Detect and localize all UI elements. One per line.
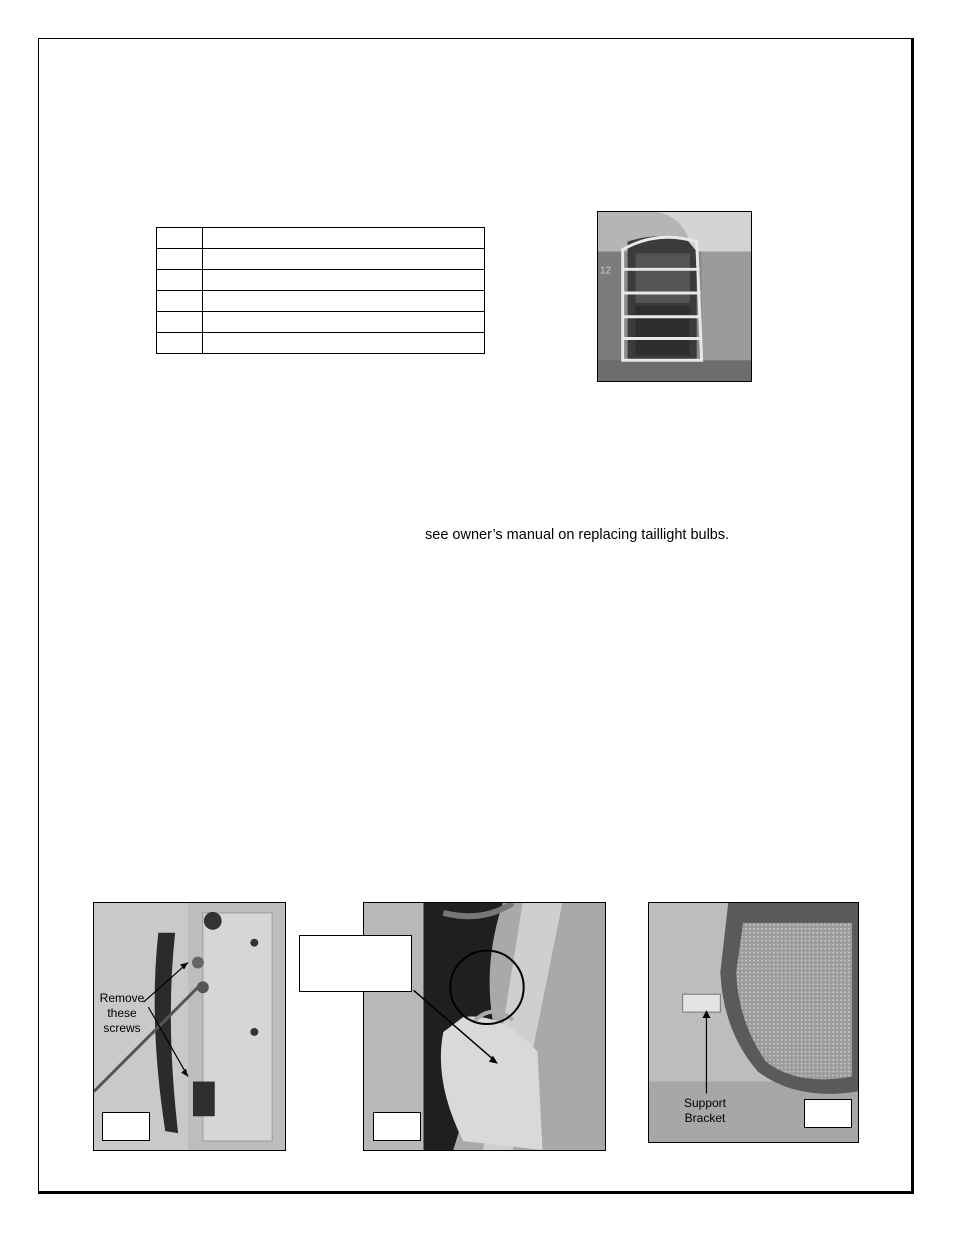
qty-cell (157, 333, 203, 354)
figure-3-label: Support Bracket (683, 1096, 727, 1125)
description-cell (203, 228, 485, 249)
qty-cell (157, 249, 203, 270)
description-cell (203, 312, 485, 333)
description-cell (203, 291, 485, 312)
qty-cell (157, 270, 203, 291)
product-photo (597, 211, 752, 382)
table-row (157, 249, 485, 270)
qty-cell (157, 291, 203, 312)
table-row (157, 291, 485, 312)
description-cell (203, 249, 485, 270)
parts-table (156, 227, 485, 354)
table-row (157, 228, 485, 249)
figure-2-callout-box (299, 935, 412, 992)
svg-text:12: 12 (599, 265, 611, 277)
table-row (157, 333, 485, 354)
qty-cell (157, 312, 203, 333)
figure-1-label: Remove these screws (99, 991, 145, 1035)
figure-2-number-box (373, 1112, 421, 1141)
figure-3-number-box (804, 1099, 852, 1128)
figure-1-number-box (102, 1112, 150, 1141)
table-row (157, 312, 485, 333)
description-cell (203, 333, 485, 354)
qty-cell (157, 228, 203, 249)
bulb-note: see owner’s manual on replacing taillight bulbs. (425, 527, 730, 543)
description-cell (203, 270, 485, 291)
table-row (157, 270, 485, 291)
